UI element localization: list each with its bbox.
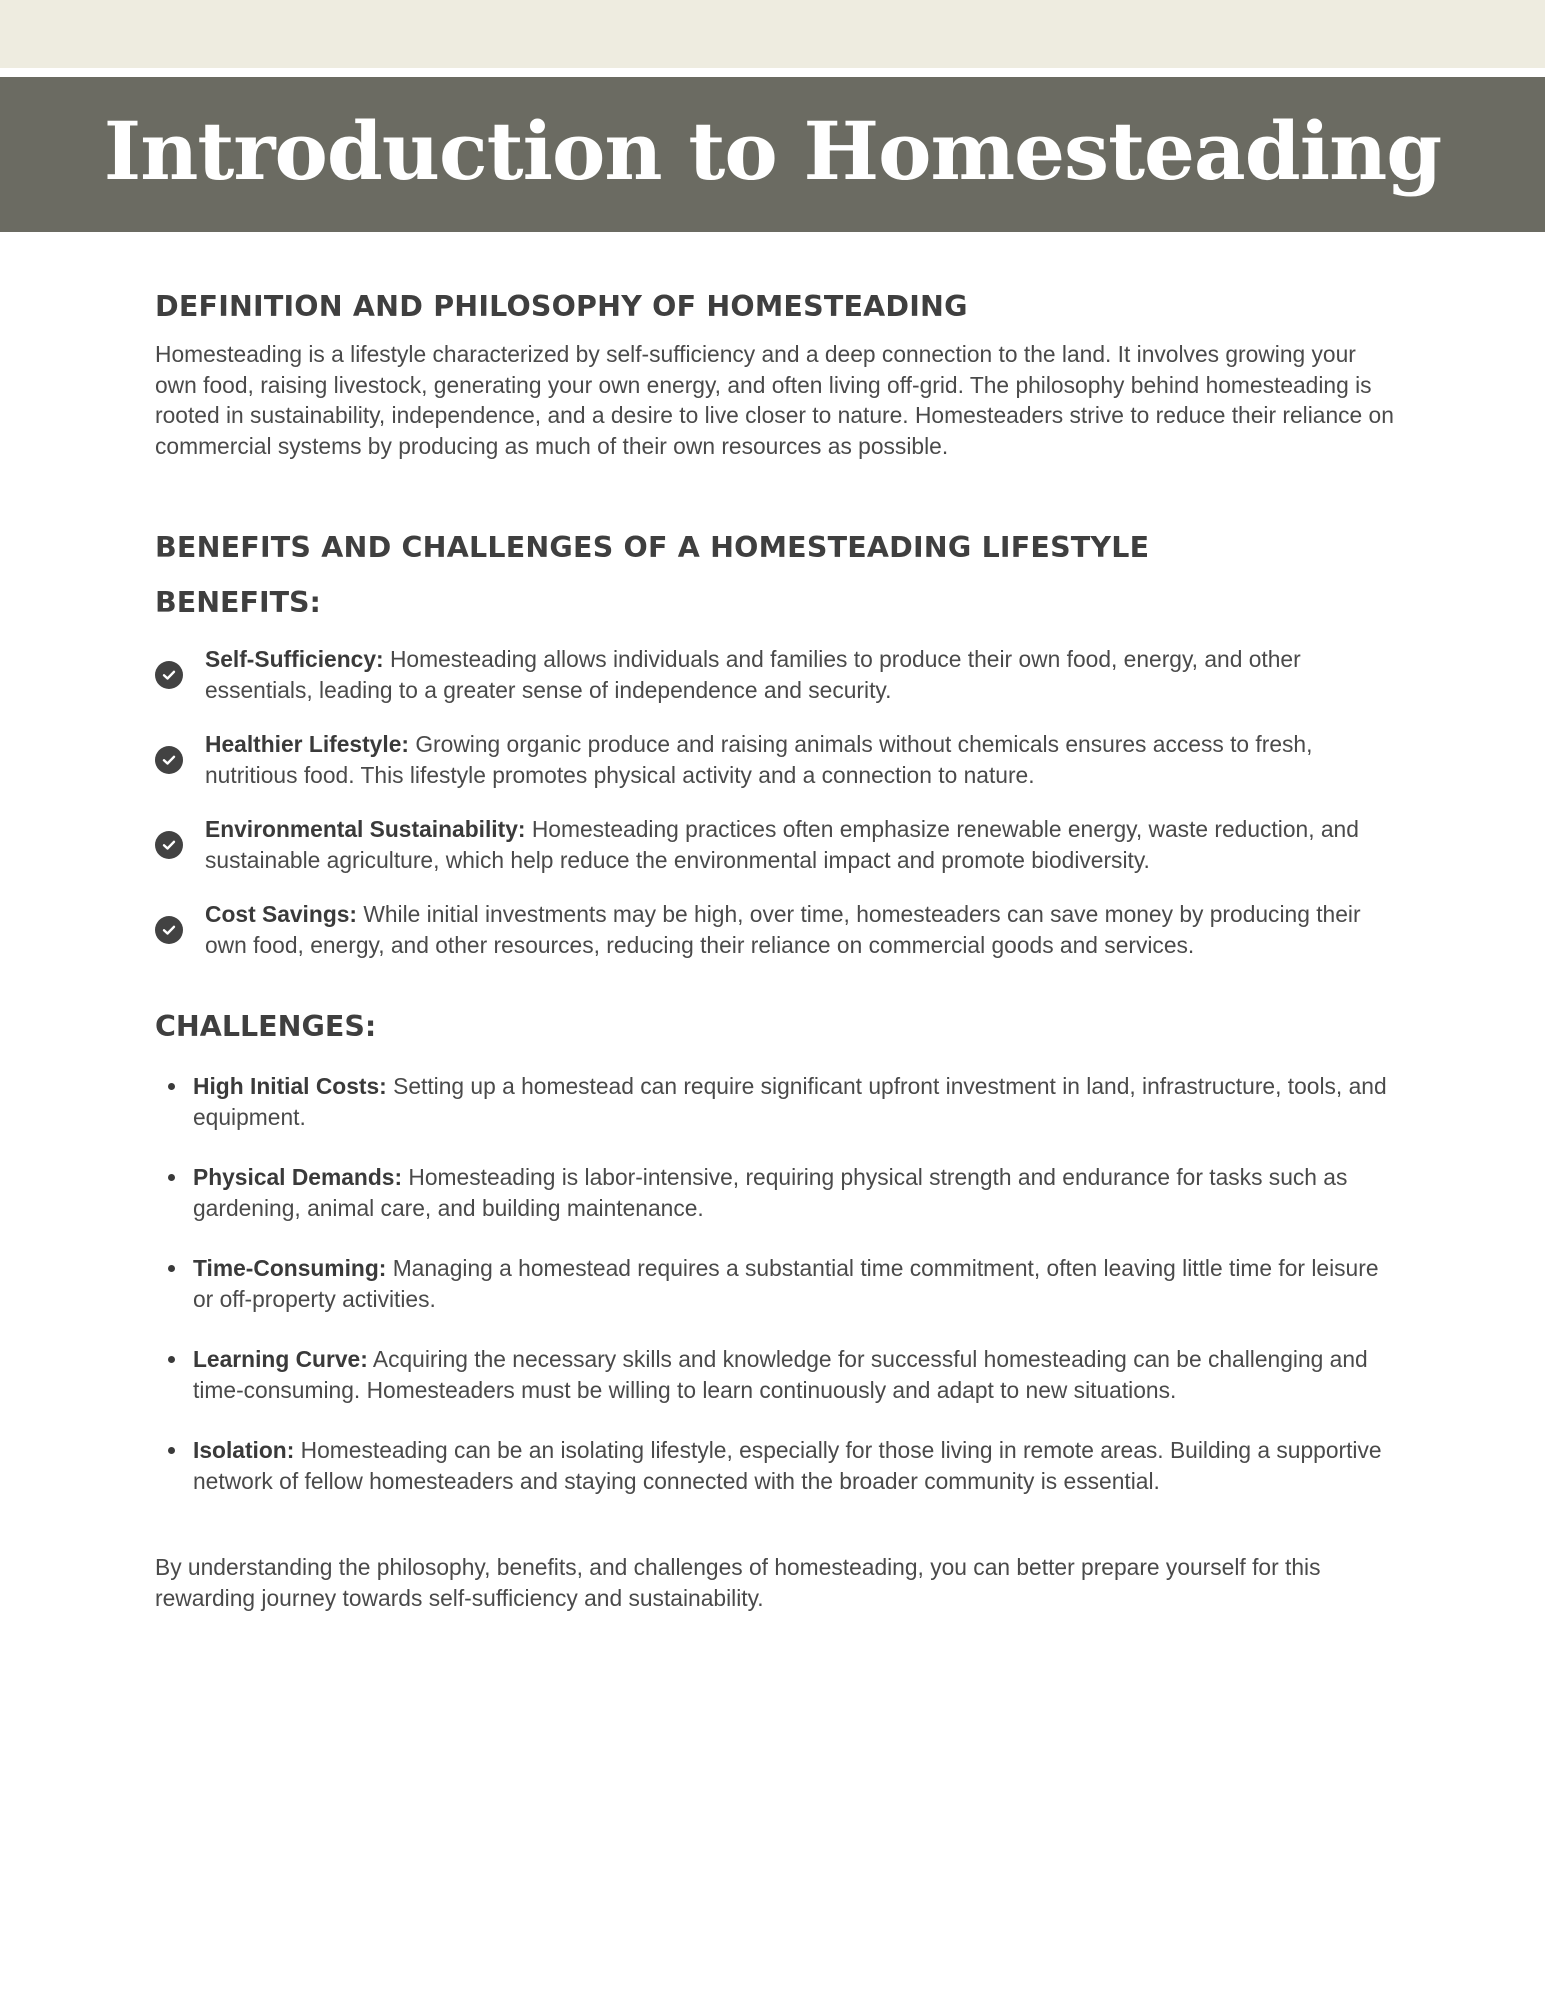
challenge-item [155, 1253, 1395, 1314]
challenge-item [155, 1435, 1395, 1496]
bullet-icon [168, 1356, 175, 1363]
challenge-title: High Initial Costs: [193, 1073, 387, 1099]
check-circle-icon [155, 746, 183, 774]
document-content [155, 290, 1395, 1613]
challenge-title: Learning Curve: [193, 1346, 368, 1372]
challenge-title: Time-Consuming: [193, 1255, 387, 1281]
challenge-text: Homesteading can be an isolating lifestyle, especially for those living in remote areas. Building a supportive network of fellow homesteaders and staying connected with the broader community is essential. [193, 1437, 1382, 1494]
challenge-item [155, 1071, 1395, 1132]
benefit-title: Cost Savings: [205, 901, 358, 927]
challenge-title: Isolation: [193, 1437, 295, 1463]
conclusion-paragraph: By understanding the philosophy, benefits, and challenges of homesteading, you can better prepare yourself for this rewarding journey towards self-sufficiency and sustainability. [155, 1554, 1321, 1611]
benefits-list [155, 644, 1395, 960]
benefit-text: Homesteading practices often emphasize renewable energy, waste reduction, and sustainable agriculture, which help reduce the environmental impact and promote biodiversity. [205, 816, 1359, 873]
top-decorative-band [0, 0, 1545, 68]
challenge-text: Homesteading is labor-intensive, requiring physical strength and endurance for tasks such as gardening, animal care, and building maintenance. [193, 1164, 1348, 1221]
title-banner [0, 77, 1545, 232]
page-title: Introduction to Homesteading [103, 103, 1442, 198]
benefit-item [155, 729, 1395, 790]
benefit-text: While initial investments may be high, over time, homesteaders can save money by producing their own food, energy, and other resources, reducing their reliance on commercial goods and services. [205, 901, 1361, 958]
benefit-title: Healthier Lifestyle: [205, 731, 409, 757]
definition-heading: DEFINITION AND PHILOSOPHY OF HOMESTEADING [155, 290, 968, 323]
benefit-item [155, 814, 1395, 875]
benefit-item [155, 644, 1395, 705]
bullet-icon [168, 1447, 175, 1454]
challenge-title: Physical Demands: [193, 1164, 403, 1190]
challenges-list [155, 1071, 1395, 1496]
challenge-item [155, 1344, 1395, 1405]
check-circle-icon [155, 916, 183, 944]
challenge-text: Managing a homestead requires a substantial time commitment, often leaving little time for leisure or off-property activities. [193, 1255, 1379, 1312]
challenge-item [155, 1162, 1395, 1223]
benefit-title: Self-Sufficiency: [205, 646, 384, 672]
check-circle-icon [155, 831, 183, 859]
challenges-label: CHALLENGES: [155, 1010, 377, 1043]
benefit-text: Homesteading allows individuals and families to produce their own food, energy, and other essentials, leading to a greater sense of independence and security. [205, 646, 1301, 703]
challenge-text: Acquiring the necessary skills and knowledge for successful homesteading can be challenging and time-consuming. Homesteaders must be willing to learn continuously and adapt to new situations. [193, 1346, 1368, 1403]
bullet-icon [168, 1174, 175, 1181]
definition-paragraph: Homesteading is a lifestyle characterized by self-sufficiency and a deep connection to the land. It involves growing your own food, raising livestock, generating your own energy, and often living off-grid. The philosophy behind homesteading is rooted in sustainability, independence, and a desire to live closer to nature. Homesteaders strive to reduce their reliance on commercial systems by producing as much of their own resources as possible. [155, 341, 1394, 459]
bullet-icon [168, 1265, 175, 1272]
benefit-item [155, 899, 1395, 960]
benefit-text: Growing organic produce and raising animals without chemicals ensures access to fresh, nutritious food. This lifestyle promotes physical activity and a connection to nature. [205, 731, 1313, 788]
benefits-challenges-heading: BENEFITS AND CHALLENGES OF A HOMESTEADING LIFESTYLE [155, 531, 1150, 564]
benefits-label: BENEFITS: [155, 586, 321, 619]
bullet-icon [168, 1083, 175, 1090]
check-circle-icon [155, 661, 183, 689]
benefit-title: Environmental Sustainability: [205, 816, 526, 842]
challenge-text: Setting up a homestead can require significant upfront investment in land, infrastructure, tools, and equipment. [193, 1073, 1387, 1130]
